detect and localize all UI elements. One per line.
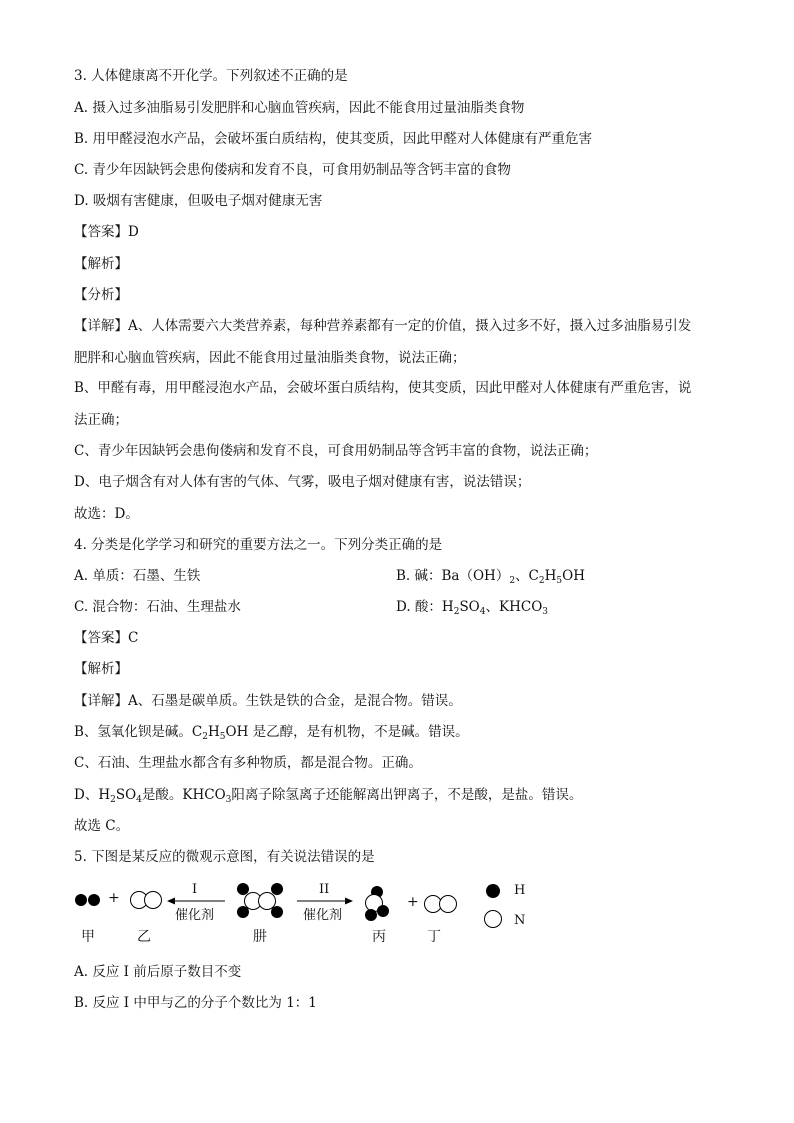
arrow-2-catalyst: 催化剂: [303, 908, 343, 923]
label-ding: 丁: [427, 929, 441, 945]
label-jia: 甲: [81, 929, 95, 945]
h-atom: [75, 894, 87, 906]
q3-conclusion: 故选：D。: [74, 506, 139, 522]
q3-option-d: D. 吸烟有害健康，但吸电子烟对健康无害: [74, 193, 323, 209]
q3-detail-line6: D、电子烟含有对人体有害的气体、气雾，吸电子烟对健康有害，说法错误；: [74, 474, 531, 490]
legend-h-label: H: [514, 883, 526, 898]
q3-stem: 3. 人体健康离不开化学。下列叙述不正确的是: [74, 68, 348, 84]
arrow-1-head: [167, 898, 175, 905]
q3-option-a: A. 摄入过多油脂易引发肥胖和心脑血管疾病，因此不能食用过量油脂类食物: [74, 100, 525, 116]
q3-option-c: C. 青少年因缺钙会患佝偻病和发育不良，可食用奶制品等含钙丰富的食物: [74, 162, 511, 178]
q4-detail-d: D、$H_2SO_4$是酸。$KHCO_3$阳离子除氢离子还能解离出钾离子，不是酸，是盐。错误。: [74, 787, 583, 805]
reaction-diagram: [74, 878, 554, 948]
h-atom: [88, 894, 100, 906]
h-atom: [377, 905, 389, 917]
q3-detail-line2: 肥胖和心脑血管疾病，因此不能食用过量油脂类食物，说法正确；: [74, 350, 466, 366]
label-yi: 乙: [137, 929, 151, 945]
q4-option-d: D. 酸：$H_2SO_4$、$KHCO_3$: [396, 599, 548, 617]
q5-stem: 5. 下图是某反应的微观示意图，有关说法错误的是: [74, 849, 375, 865]
label-bing: 丙: [372, 929, 386, 945]
plus-sign-1: +: [108, 890, 120, 906]
n-atom: [145, 892, 162, 909]
q4-option-a: A. 单质：石墨、生铁: [74, 568, 201, 584]
q3-jiexi: 【解析】: [74, 256, 128, 272]
q3-option-b: B. 用甲醛浸泡水产品，会破坏蛋白质结构，使其变质，因此甲醛对人体健康有严重危害: [74, 131, 593, 147]
n-atom: [259, 893, 276, 910]
q4-option-c: C. 混合物：石油、生理盐水: [74, 599, 241, 615]
q5-option-a: A. 反应 I 前后原子数目不变: [74, 964, 242, 980]
n-atom: [440, 896, 457, 913]
q4-detail-b: B、氢氧化钡是碱。$C_2H_5OH$ 是乙醇，是有机物，不是碱。错误。: [74, 724, 469, 742]
q4-jiexi: 【解析】: [74, 661, 128, 677]
q4-detail-c: C、石油、生理盐水都含有多种物质，都是混合物。正确。: [74, 755, 422, 771]
q5-option-b: B. 反应 I 中甲与乙的分子个数比为 1：1: [74, 995, 317, 1011]
plus-sign-2: +: [407, 894, 419, 910]
arrow-2-head: [345, 898, 353, 905]
arrow-1-catalyst: 催化剂: [175, 908, 215, 923]
q3-detail-line3: B、甲醛有毒，用甲醛浸泡水产品，会破坏蛋白质结构，使其变质，因此甲醛对人体健康有严重危害，说: [74, 380, 692, 396]
n-atom: [425, 896, 442, 913]
legend-h-icon: [486, 884, 500, 898]
q3-detail-line1: 【详解】A、人体需要六大类营养素，每种营养素都有一定的价值，摄入过多不好，摄入过多油脂易引发: [74, 318, 692, 334]
q4-option-b: B. 碱：$Ba(OH)_2$、$C_2H_5OH$: [396, 568, 585, 586]
q4-answer: 【答案】C: [74, 630, 139, 646]
h-atom: [237, 883, 249, 895]
legend-n-label: N: [514, 913, 526, 928]
q3-answer: 【答案】D: [74, 224, 139, 240]
q4-conclusion: 故选 C。: [74, 818, 130, 834]
legend-n-icon: [485, 911, 502, 928]
arrow-1-label: I: [192, 882, 198, 897]
q3-fenxi: 【分析】: [74, 287, 128, 303]
q3-detail-line5: C、青少年因缺钙会患佝偻病和发育不良，可食用奶制品等含钙丰富的食物，说法正确；: [74, 443, 598, 459]
arrow-2-label: II: [319, 882, 330, 897]
q4-stem: 4. 分类是化学学习和研究的重要方法之一。下列分类正确的是: [74, 537, 443, 553]
q3-detail-line4: 法正确；: [74, 412, 128, 428]
h-atom: [365, 909, 377, 921]
q4-detail-a: 【详解】A、石墨是碳单质。生铁是铁的合金，是混合物。错误。: [74, 693, 462, 709]
h-atom: [271, 883, 283, 895]
label-jing: 肼: [253, 929, 267, 945]
